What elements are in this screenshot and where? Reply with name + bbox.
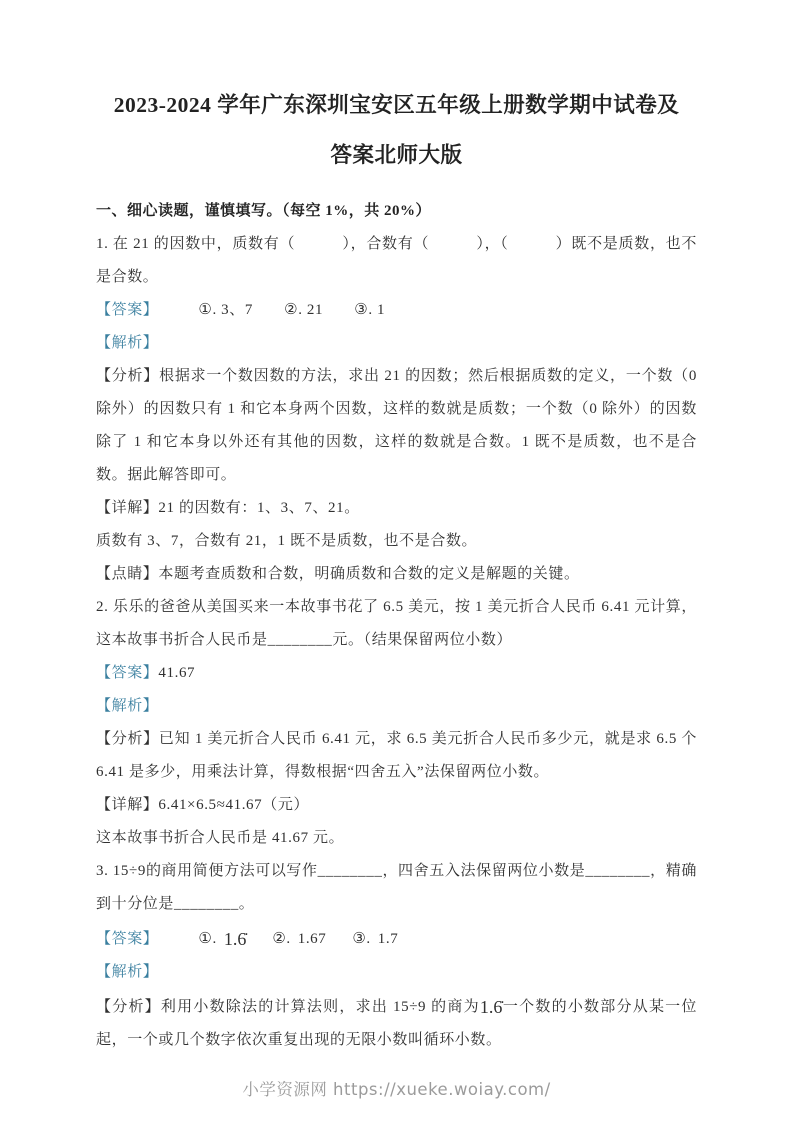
q2-detail-2: 这本故事书折合人民币是 41.67 元。	[96, 830, 345, 846]
q2-answer-line	[96, 657, 697, 690]
q3-answer-value-2: 1.67	[297, 931, 327, 947]
q1-note: 【点睛】本题考查质数和合数，明确质数和合数的定义是解题的关键。	[96, 566, 580, 582]
footer-text: 小学资源网 https://xueke.woiay.com/	[242, 1080, 551, 1099]
q2-jiexi-line	[96, 690, 697, 723]
jiexi-label: 【解析】	[96, 964, 159, 980]
q1-analysis: 【分析】根据求一个数因数的方法，求出 21 的因数；然后根据质数的定义，一个数（0 除外）的因数只有 1 和它本身两个因数，这样的数就是质数；一个数（0 除外）的因数除了 1 和它本身以外还有其他的因数，这样的数就是合数。1 既不是质数，也不是合数。据此解答即可。	[96, 368, 697, 483]
q1-text: 1. 在 21 的因数中，质数有（ ），合数有（ ），（ ）既不是质数，也不是合数。	[96, 236, 697, 285]
answer-label: 【答案】	[96, 302, 159, 318]
q3-answer-marker-1: ①.	[198, 931, 217, 947]
section-heading: 一、细心读题，谨慎填写。（每空 1%，共 20%）	[96, 203, 432, 219]
q3-answer-marker-2: ②.	[272, 931, 291, 947]
q1-detail-2: 质数有 3、7，合数有 21，1 既不是质数，也不是合数。	[96, 533, 478, 549]
q2-text: 2. 乐乐的爸爸从美国买来一本故事书花了 6.5 美元，按 1 美元折合人民币 6.41 元计算，这本故事书折合人民币是________元。（结果保留两位小数）	[96, 599, 697, 648]
q3-analysis-pre: 【分析】利用小数除法的计算法则，求出 15÷9 的商为	[96, 999, 480, 1015]
q3-text: 3. 15÷9的商用简便方法可以写作________，四舍五入法保留两位小数是________，精确到十分位是________。	[96, 863, 697, 912]
q3-answer-line	[96, 921, 697, 956]
q1-detail-1: 【详解】21 的因数有：1、3、7、21。	[96, 500, 360, 516]
q3-answer-value-3: 1.7	[377, 931, 399, 947]
q1-jiexi-line	[96, 327, 697, 360]
jiexi-label: 【解析】	[96, 335, 159, 351]
jiexi-label: 【解析】	[96, 698, 159, 714]
q3-answer-marker-3: ③.	[352, 931, 371, 947]
q3-answer-value-1: 1.6̇	[223, 929, 247, 949]
answer-label: 【答案】	[96, 665, 159, 681]
q3-jiexi-line	[96, 956, 697, 989]
page-title	[96, 80, 697, 180]
q2-answer-value: 41.67	[158, 665, 196, 681]
q3-analysis-recurring: 1.6̇	[479, 997, 503, 1017]
q1-answer-line	[96, 294, 697, 327]
q3-analysis-post: 一个数的小数部分从某一位起，一个或几个数字依次重复出现的无限小数叫循环小数。	[96, 999, 698, 1048]
page-title-line2: 答案北师大版	[330, 143, 463, 167]
q3-analysis	[96, 989, 697, 1057]
q2-analysis: 【分析】已知 1 美元折合人民币 6.41 元，求 6.5 美元折合人民币多少元，就是求 6.5 个 6.41 是多少，用乘法计算，得数根据“四舍五入”法保留两位小数。	[96, 731, 697, 780]
q1-answer-value: ①. 3、7 ②. 21 ③. 1	[198, 302, 386, 318]
page-title-line1: 2023-2024 学年广东深圳宝安区五年级上册数学期中试卷及	[113, 93, 680, 117]
q2-detail-1: 【详解】6.41×6.5≈41.67（元）	[96, 797, 310, 813]
answer-label: 【答案】	[96, 931, 159, 947]
